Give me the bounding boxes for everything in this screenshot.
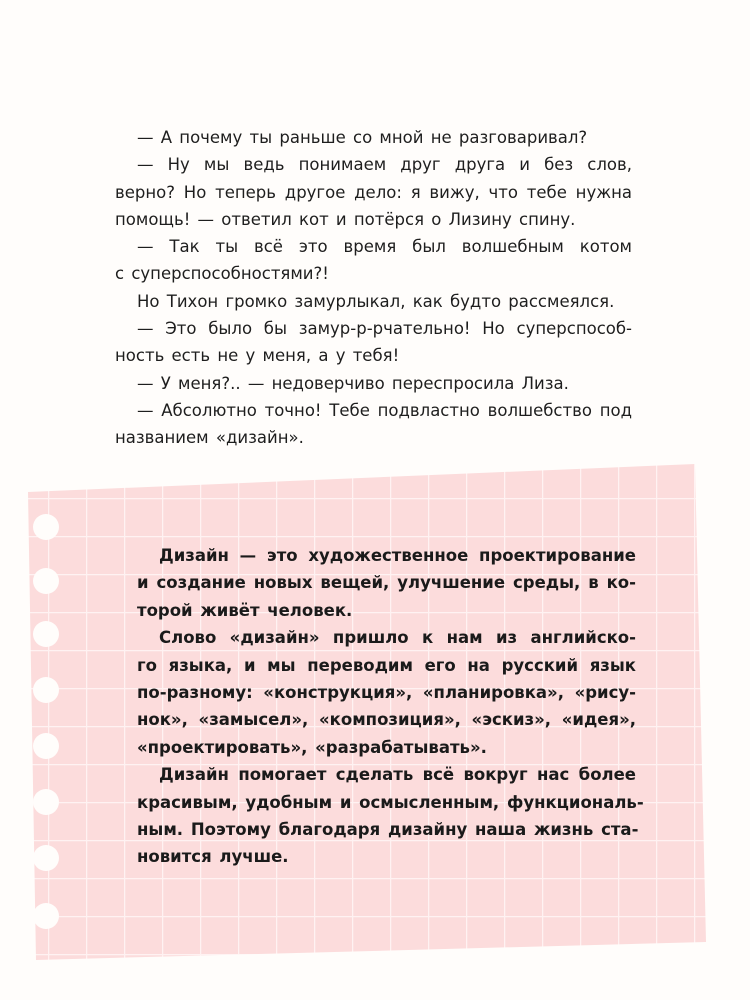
note-line: го языка, и мы переводим его на русский язык [137, 655, 636, 675]
story-line: — У меня?.. — недоверчиво переспросила Лиза. [137, 373, 569, 393]
story-line: ность есть не у меня, а у тебя! [115, 346, 400, 366]
note-line: и создание новых вещей, улучшение среды, в ко- [137, 573, 636, 593]
note-line: нок», «замысел», «композиция», «эскиз», «идея», [137, 710, 636, 730]
story-line: — Это было бы замур-р-рчательно! Но суперспособ- [137, 319, 632, 339]
binder-hole-icon [33, 903, 59, 929]
story-line: — Так ты всё это время был волшебным котом [137, 237, 632, 257]
note-line: ным. Поэтому благодаря дизайну наша жизнь ста- [137, 820, 639, 840]
note-line: Дизайн помогает сделать всё вокруг нас более [159, 765, 636, 785]
binder-hole-icon [33, 845, 59, 871]
note-line: «проектировать», «разрабатывать». [137, 737, 487, 757]
story-line: названием «дизайн». [115, 428, 304, 448]
binder-hole-icon [33, 733, 59, 759]
story-line: — Абсолютно точно! Тебе подвластно волшебство под [137, 400, 632, 420]
note-line: новится лучше. [137, 847, 289, 867]
story-line: с суперспособностями?! [115, 264, 329, 284]
story-line: Но Тихон громко замурлыкал, как будто рассмеялся. [137, 291, 615, 311]
binder-hole-icon [33, 568, 59, 594]
binder-hole-icon [33, 789, 59, 815]
note-line: торой живёт человек. [137, 600, 353, 620]
binder-hole-icon [33, 677, 59, 703]
story-line: — А почему ты раньше со мной не разговаривал? [137, 128, 588, 147]
note-line: красивым, удобным и осмысленным, функциональ- [137, 792, 644, 812]
binder-hole-icon [33, 621, 59, 647]
design-definition-note [137, 542, 644, 871]
note-line: по-разному: «конструкция», «планировка», «рису- [137, 683, 636, 703]
story-line: помощь! — ответил кот и потёрся о Лизину спину. [115, 209, 576, 229]
binder-hole-icon [33, 514, 59, 540]
story-line: — Ну мы ведь понимаем друг друга и без слов, [137, 155, 632, 175]
story-line: верно? Но теперь другое дело: я вижу, что тебе нужна [115, 182, 632, 202]
note-line: Дизайн — это художественное проектирование [159, 546, 636, 565]
note-line: Слово «дизайн» пришло к нам из английско- [159, 628, 636, 648]
